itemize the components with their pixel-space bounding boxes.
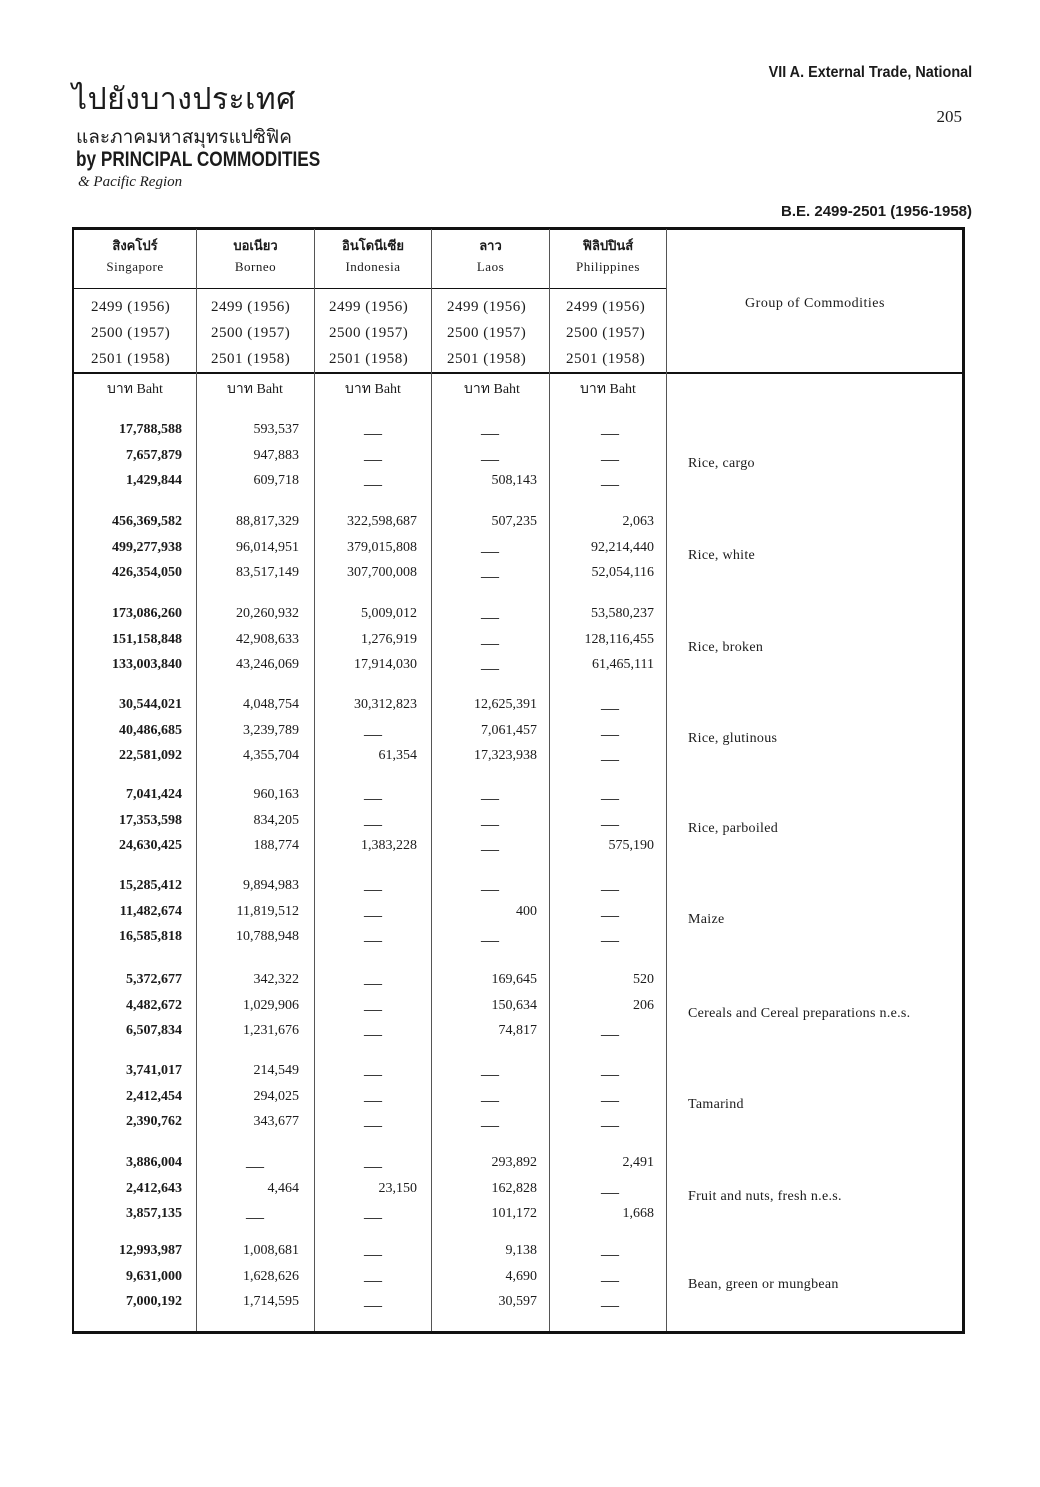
- cell-philippines: —: [601, 474, 619, 494]
- cell-indonesia: —: [364, 474, 382, 494]
- column-header-thai: ฟิลิปปินส์: [582, 239, 634, 254]
- year-label: 2501 (1958): [329, 351, 409, 367]
- cell-indonesia: —: [364, 999, 382, 1019]
- cell-borneo: 947,883: [253, 448, 299, 463]
- cell-philippines: —: [601, 698, 619, 718]
- cell-singapore: 1,429,844: [126, 473, 182, 488]
- column-header-thai: ลาว: [479, 239, 502, 254]
- cell-indonesia: 17,914,030: [354, 657, 417, 672]
- cell-laos: 169,645: [491, 972, 537, 987]
- cell-laos: —: [481, 879, 499, 899]
- cell-singapore: 7,041,424: [126, 787, 182, 802]
- cell-indonesia: —: [364, 1156, 382, 1176]
- column-header-rule: [72, 288, 666, 289]
- column-header-english: Singapore: [106, 259, 164, 274]
- cell-borneo: 96,014,951: [236, 540, 299, 555]
- cell-singapore: 9,631,000: [126, 1269, 182, 1284]
- year-labels-borneo: [211, 294, 290, 372]
- column-header-english: Philippines: [575, 259, 640, 274]
- cell-singapore: 3,741,017: [126, 1063, 182, 1078]
- cell-borneo: 342,322: [253, 972, 299, 987]
- cell-indonesia: —: [364, 1115, 382, 1135]
- year-label: 2501 (1958): [447, 351, 527, 367]
- cell-borneo: 4,355,704: [243, 748, 299, 763]
- column-divider: [666, 229, 667, 1331]
- cell-singapore: 11,482,674: [119, 904, 182, 919]
- cell-borneo: 294,025: [253, 1089, 299, 1104]
- year-label: 2500 (1957): [211, 325, 291, 341]
- cell-laos: —: [481, 930, 499, 950]
- column-header-borneo: [197, 235, 314, 275]
- cell-philippines: 1,668: [622, 1206, 654, 1221]
- cell-philippines: —: [601, 905, 619, 925]
- cell-philippines: —: [601, 788, 619, 808]
- cell-singapore: 40,486,685: [119, 723, 182, 738]
- cell-singapore: 3,886,004: [126, 1155, 182, 1170]
- cell-indonesia: 61,354: [378, 748, 417, 763]
- cell-philippines: —: [601, 724, 619, 744]
- cell-borneo: —: [246, 1207, 264, 1227]
- unit-row-rule: [72, 372, 965, 374]
- cell-borneo: 834,205: [253, 813, 299, 828]
- cell-laos: 150,634: [491, 998, 537, 1013]
- page-number: 205: [936, 107, 962, 126]
- cell-indonesia: —: [364, 788, 382, 808]
- unit-label: บาท Baht: [345, 382, 401, 397]
- unit-label: บาท Baht: [464, 382, 520, 397]
- page-subtitle-thai: และภาคมหาสมุทรแปซิฟิค: [76, 126, 292, 148]
- cell-laos: 4,690: [505, 1269, 537, 1284]
- cell-borneo: 4,048,754: [243, 697, 299, 712]
- cell-philippines: —: [601, 814, 619, 834]
- year-labels-laos: [447, 294, 526, 372]
- cell-singapore: 30,544,021: [119, 697, 182, 712]
- column-header-english: Borneo: [234, 259, 277, 274]
- year-label: 2501 (1958): [566, 351, 646, 367]
- cell-laos: 17,323,938: [474, 748, 537, 763]
- cell-singapore: 2,412,454: [126, 1089, 182, 1104]
- unit-label: บาท Baht: [580, 382, 636, 397]
- cell-borneo: 1,029,906: [243, 998, 299, 1013]
- section-title: VII A. External Trade, National: [768, 64, 972, 81]
- cell-laos: 293,892: [491, 1155, 537, 1170]
- table-top-rule: [72, 227, 965, 230]
- cell-philippines: —: [601, 1244, 619, 1264]
- cell-singapore: 12,993,987: [119, 1243, 182, 1258]
- cell-singapore: 15,285,412: [119, 878, 182, 893]
- cell-borneo: 11,819,512: [236, 904, 299, 919]
- cell-borneo: 88,817,329: [236, 514, 299, 529]
- cell-philippines: 575,190: [608, 838, 654, 853]
- year-labels-indonesia: [329, 294, 408, 372]
- cell-philippines: 2,063: [622, 514, 654, 529]
- cell-laos: 7,061,457: [481, 723, 537, 738]
- cell-laos: 507,235: [491, 514, 537, 529]
- cell-philippines: 92,214,440: [591, 540, 654, 555]
- year-label: 2500 (1957): [566, 325, 646, 341]
- period-label: B.E. 2499-2501 (1956-1958): [781, 203, 972, 220]
- column-header-singapore: [74, 235, 196, 275]
- cell-laos: —: [481, 658, 499, 678]
- cell-borneo: 20,260,932: [236, 606, 299, 621]
- cell-borneo: 1,714,595: [243, 1294, 299, 1309]
- cell-laos: —: [481, 814, 499, 834]
- commodity-label: Rice, glutinous: [688, 731, 778, 746]
- cell-indonesia: —: [364, 724, 382, 744]
- cell-borneo: 9,894,983: [243, 878, 299, 893]
- cell-laos: —: [481, 1064, 499, 1084]
- cell-philippines: —: [601, 1295, 619, 1315]
- unit-label: บาท Baht: [227, 382, 283, 397]
- year-label: 2500 (1957): [447, 325, 527, 341]
- cell-singapore: 17,353,598: [119, 813, 182, 828]
- column-header-english: Laos: [476, 259, 505, 274]
- cell-laos: —: [481, 423, 499, 443]
- cell-philippines: —: [601, 1024, 619, 1044]
- cell-philippines: —: [601, 1270, 619, 1290]
- cell-singapore: 3,857,135: [126, 1206, 182, 1221]
- unit-label: บาท Baht: [107, 382, 163, 397]
- cell-philippines: 53,580,237: [591, 606, 654, 621]
- column-divider: [431, 229, 432, 1331]
- cell-singapore: 456,369,582: [112, 514, 182, 529]
- cell-indonesia: —: [364, 1270, 382, 1290]
- cell-borneo: —: [246, 1156, 264, 1176]
- year-label: 2499 (1956): [566, 299, 646, 315]
- cell-singapore: 499,277,938: [112, 540, 182, 555]
- table-left-border: [72, 227, 74, 1334]
- cell-indonesia: 1,383,228: [361, 838, 417, 853]
- commodity-label: Rice, white: [688, 548, 756, 563]
- cell-indonesia: 307,700,008: [347, 565, 417, 580]
- cell-laos: —: [481, 607, 499, 627]
- commodity-label: Bean, green or mungbean: [688, 1277, 839, 1292]
- cell-indonesia: —: [364, 879, 382, 899]
- cell-laos: —: [481, 449, 499, 469]
- cell-borneo: 960,163: [253, 787, 299, 802]
- cell-singapore: 7,657,879: [126, 448, 182, 463]
- column-header-thai: สิงคโปร์: [112, 239, 158, 254]
- cell-laos: —: [481, 541, 499, 561]
- cell-singapore: 5,372,677: [126, 972, 182, 987]
- cell-singapore: 4,482,672: [126, 998, 182, 1013]
- cell-singapore: 151,158,848: [112, 632, 182, 647]
- cell-borneo: 43,246,069: [236, 657, 299, 672]
- cell-laos: 162,828: [491, 1181, 537, 1196]
- cell-laos: 74,817: [498, 1023, 537, 1038]
- year-label: 2499 (1956): [329, 299, 409, 315]
- year-labels-singapore: [91, 294, 170, 372]
- commodity-label: Cereals and Cereal preparations n.e.s.: [688, 1006, 911, 1021]
- cell-indonesia: —: [364, 930, 382, 950]
- column-header-thai: อินโดนีเซีย: [342, 239, 404, 254]
- cell-singapore: 6,507,834: [126, 1023, 182, 1038]
- cell-borneo: 188,774: [253, 838, 299, 853]
- cell-indonesia: —: [364, 973, 382, 993]
- cell-singapore: 24,630,425: [119, 838, 182, 853]
- cell-singapore: 7,000,192: [126, 1294, 182, 1309]
- cell-borneo: 10,788,948: [236, 929, 299, 944]
- year-label: 2499 (1956): [447, 299, 527, 315]
- cell-laos: 101,172: [491, 1206, 537, 1221]
- cell-philippines: —: [601, 879, 619, 899]
- year-label: 2500 (1957): [329, 325, 409, 341]
- cell-laos: 12,625,391: [474, 697, 537, 712]
- commodity-label: Maize: [688, 912, 725, 927]
- cell-laos: 30,597: [498, 1294, 537, 1309]
- cell-laos: —: [481, 566, 499, 586]
- cell-laos: —: [481, 633, 499, 653]
- column-header-philippines: [550, 235, 666, 275]
- year-label: 2499 (1956): [91, 299, 171, 315]
- year-label: 2499 (1956): [211, 299, 291, 315]
- year-label: 2501 (1958): [211, 351, 291, 367]
- cell-laos: 9,138: [505, 1243, 537, 1258]
- cell-indonesia: —: [364, 1024, 382, 1044]
- commodity-label: Rice, parboiled: [688, 821, 779, 836]
- cell-borneo: 4,464: [267, 1181, 299, 1196]
- commodity-label: Fruit and nuts, fresh n.e.s.: [688, 1189, 842, 1204]
- commodity-label: Tamarind: [688, 1097, 744, 1112]
- cell-indonesia: —: [364, 1090, 382, 1110]
- commodity-label: Rice, broken: [688, 640, 764, 655]
- page-title-thai: ไปยังบางประเทศ: [72, 82, 296, 117]
- cell-philippines: —: [601, 749, 619, 769]
- year-label: 2500 (1957): [91, 325, 171, 341]
- cell-indonesia: —: [364, 1064, 382, 1084]
- cell-indonesia: —: [364, 449, 382, 469]
- column-header-thai: บอเนียว: [233, 239, 278, 254]
- column-divider: [549, 229, 550, 1331]
- cell-borneo: 3,239,789: [243, 723, 299, 738]
- year-label: 2501 (1958): [91, 351, 171, 367]
- page-subtitle-english: & Pacific Region: [78, 174, 183, 190]
- cell-singapore: 2,412,643: [126, 1181, 182, 1196]
- cell-indonesia: 23,150: [378, 1181, 417, 1196]
- cell-borneo: 214,549: [253, 1063, 299, 1078]
- cell-philippines: —: [601, 930, 619, 950]
- cell-borneo: 609,718: [253, 473, 299, 488]
- column-header-laos: [432, 235, 549, 275]
- cell-indonesia: 5,009,012: [361, 606, 417, 621]
- cell-laos: 400: [516, 904, 537, 919]
- cell-laos: —: [481, 839, 499, 859]
- cell-laos: —: [481, 788, 499, 808]
- cell-philippines: —: [601, 1064, 619, 1084]
- cell-laos: 508,143: [491, 473, 537, 488]
- cell-philippines: 2,491: [622, 1155, 654, 1170]
- table-bottom-rule: [72, 1331, 965, 1334]
- cell-borneo: 1,231,676: [243, 1023, 299, 1038]
- cell-singapore: 16,585,818: [119, 929, 182, 944]
- cell-philippines: —: [601, 1115, 619, 1135]
- cell-philippines: 61,465,111: [592, 657, 654, 672]
- page-title-english: by PRINCIPAL COMMODITIES: [76, 148, 321, 171]
- cell-indonesia: 379,015,808: [347, 540, 417, 555]
- table-right-border: [962, 229, 965, 1333]
- commodity-label: Rice, cargo: [688, 456, 755, 471]
- cell-indonesia: —: [364, 1244, 382, 1264]
- cell-singapore: 2,390,762: [126, 1114, 182, 1129]
- cell-philippines: —: [601, 449, 619, 469]
- cell-borneo: 42,908,633: [236, 632, 299, 647]
- cell-borneo: 593,537: [253, 422, 299, 437]
- cell-indonesia: —: [364, 905, 382, 925]
- year-labels-philippines: [566, 294, 645, 372]
- cell-indonesia: —: [364, 1207, 382, 1227]
- cell-borneo: 1,628,626: [243, 1269, 299, 1284]
- group-of-commodities-header: Group of Commodities: [745, 296, 885, 311]
- cell-philippines: 206: [633, 998, 654, 1013]
- cell-laos: —: [481, 1090, 499, 1110]
- cell-philippines: 128,116,455: [584, 632, 654, 647]
- cell-philippines: —: [601, 1090, 619, 1110]
- column-header-english: Indonesia: [345, 259, 401, 274]
- cell-singapore: 17,788,588: [119, 422, 182, 437]
- cell-borneo: 1,008,681: [243, 1243, 299, 1258]
- cell-philippines: —: [601, 1182, 619, 1202]
- cell-indonesia: —: [364, 423, 382, 443]
- cell-singapore: 426,354,050: [112, 565, 182, 580]
- column-divider: [196, 229, 197, 1331]
- cell-philippines: 520: [633, 972, 654, 987]
- cell-philippines: 52,054,116: [591, 565, 654, 580]
- cell-laos: —: [481, 1115, 499, 1135]
- cell-indonesia: —: [364, 1295, 382, 1315]
- cell-borneo: 343,677: [253, 1114, 299, 1129]
- cell-singapore: 22,581,092: [119, 748, 182, 763]
- cell-philippines: —: [601, 423, 619, 443]
- cell-indonesia: 322,598,687: [347, 514, 417, 529]
- cell-indonesia: 1,276,919: [361, 632, 417, 647]
- cell-singapore: 133,003,840: [112, 657, 182, 672]
- cell-singapore: 173,086,260: [112, 606, 182, 621]
- column-divider: [314, 229, 315, 1331]
- column-header-indonesia: [315, 235, 431, 275]
- cell-borneo: 83,517,149: [236, 565, 299, 580]
- cell-indonesia: —: [364, 814, 382, 834]
- cell-indonesia: 30,312,823: [354, 697, 417, 712]
